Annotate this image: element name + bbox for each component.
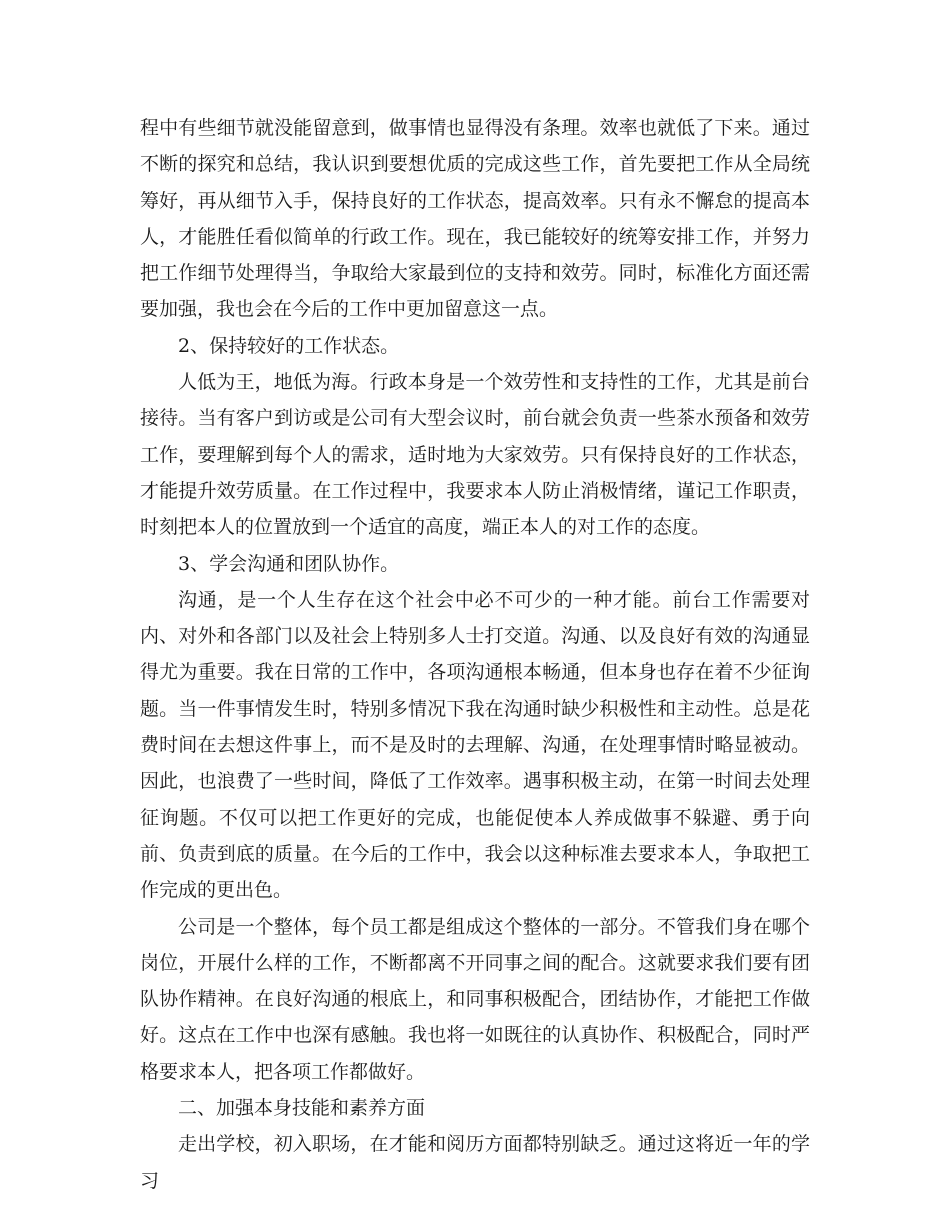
paragraph-teamwork: 公司是一个整体，每个员工都是组成这个整体的一部分。不管我们身在哪个岗位，开展什么样的工作，不断都离不开同事之间的配合。这就要求我们要有团队协作精神。在良好沟通的根底上，和同事积极配合，团结协作，才能把工作做好。这点在工作中也深有感触。我也将一如既往的认真协作、积极配合，同时严格要求本人，把各项工作都做好。 xyxy=(140,915,810,1083)
paragraph-continued: 程中有些细节就没能留意到，做事情也显得没有条理。效率也就低了下来。通过不断的探究和总结，我认识到要想优质的完成这些工作，首先要把工作从全局统筹好，再从细节入手，保持良好的工作状态，提高效率。只有永不懈怠的提高本人，才能胜任看似简单的行政工作。现在，我已能较好的统筹安排工作，并努力把工作细节处理得当，争取给大家最到位的支持和效劳。同时，标准化方面还需要加强，我也会在今后的工作中更加留意这一点。 xyxy=(140,117,810,321)
document-body xyxy=(140,110,810,1199)
subheading-work-state: 2、保持较好的工作状态。 xyxy=(178,334,400,357)
paragraph-work-state: 人低为王，地低为海。行政本身是一个效劳性和支持性的工作，尤其是前台接待。当有客户到访或是公司有大型会议时，前台就会负责一些茶水预备和效劳工作，要理解到每个人的需求，适时地为大家效劳。只有保持良好的工作状态，才能提升效劳质量。在工作过程中，我要求本人防止消极情绪，谨记工作职责，时刻把本人的位置放到一个适宜的高度，端正本人的对工作的态度。 xyxy=(140,371,810,539)
paragraph-skills: 走出学校，初入职场，在才能和阅历方面都特别缺乏。通过这将近一年的学习 xyxy=(140,1133,810,1192)
section-heading-skills: 二、加强本身技能和素养方面 xyxy=(178,1097,426,1120)
subheading-communication: 3、学会沟通和团队协作。 xyxy=(178,552,400,575)
paragraph-communication: 沟通，是一个人生存在这个社会中必不可少的一种才能。前台工作需要对内、对外和各部门以及社会上特别多人士打交道。沟通、以及良好有效的沟通显得尤为重要。我在日常的工作中，各项沟通根本畅通，但本身也存在着不少征询题。当一件事情发生时，特别多情况下我在沟通时缺少积极性和主动性。总是花费时间在去想这件事上，而不是及时的去理解、沟通，在处理事情时略显被动。因此，也浪费了一些时间，降低了工作效率。遇事积极主动，在第一时间去处理征询题。不仅可以把工作更好的完成，也能促使本人养成做事不躲避、勇于向前、负责到底的质量。在今后的工作中，我会以这种标准去要求本人，争取把工作完成的更出色。 xyxy=(140,588,810,902)
